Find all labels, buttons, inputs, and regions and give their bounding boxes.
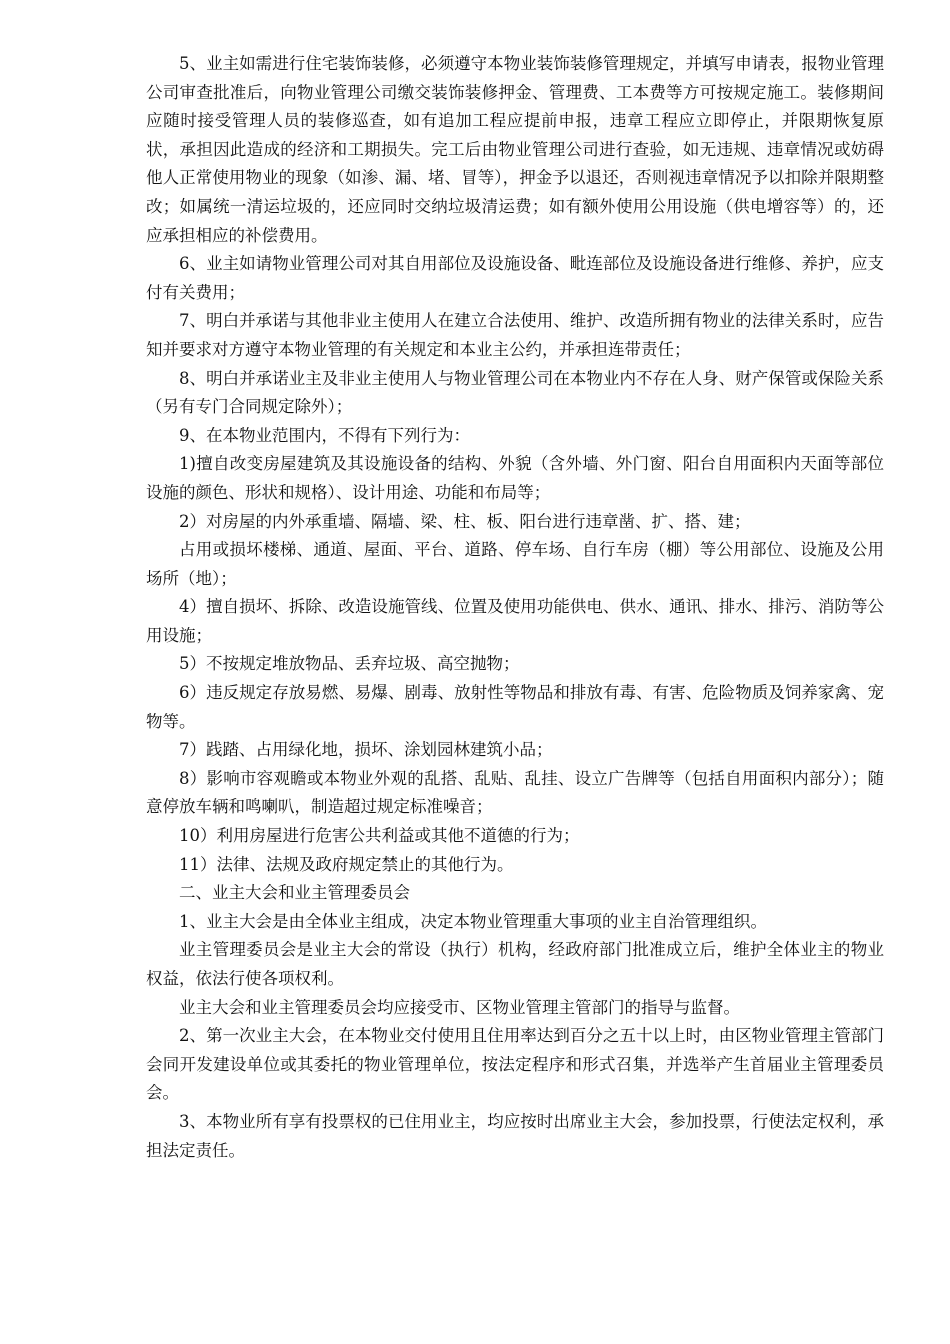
paragraph-assembly-3: 3、本物业所有享有投票权的已住用业主，均应按时出席业主大会，参加投票，行使法定权利，承担法定责任。 bbox=[146, 1111, 884, 1160]
paragraph-clause-6-maintenance: 6、业主如请物业管理公司对其自用部位及设施设备、毗连部位及设施设备进行维修、养护，应支付有关费用； bbox=[146, 254, 884, 302]
paragraph-item-5: 5）不按规定堆放物品、丢弃垃圾、高空抛物； bbox=[179, 654, 520, 674]
paragraph-item-11: 11）法律、法规及政府规定禁止的其他行为。 bbox=[179, 854, 514, 874]
document-page bbox=[146, 50, 884, 1165]
paragraph-assembly-2: 2、第一次业主大会，在本物业交付使用且住用率达到百分之五十以上时，由区物业管理主管部门会同开发建设单位或其委托的物业管理单位，按法定程序和形式召集，并选举产生首届业主管理委员会。 bbox=[146, 1026, 884, 1103]
paragraph-clause-7-legal-relations: 7、明白并承诺与其他非业主使用人在建立合法使用、维护、改造所拥有物业的法律关系时，应告知并要求对方遵守本物业管理的有关规定和本业主公约，并承担连带责任； bbox=[146, 311, 884, 359]
paragraph-item-6: 6）违反规定存放易燃、易爆、剧毒、放射性等物品和排放有毒、有害、危险物质及饲养家禽、宠物等。 bbox=[146, 683, 884, 731]
paragraph-item-10: 10）利用房屋进行危害公共利益或其他不道德的行为； bbox=[179, 826, 580, 846]
paragraph-item-8: 8）影响市容观瞻或本物业外观的乱搭、乱贴、乱挂、设立广告牌等（包括自用面积内部分）；随意停放车辆和鸣喇叭，制造超过规定标准噪音； bbox=[146, 768, 884, 817]
paragraph-clause-9-prohibited: 9、在本物业范围内，不得有下列行为： bbox=[179, 425, 470, 445]
paragraph-supervision: 业主大会和业主管理委员会均应接受市、区物业管理主管部门的指导与监督。 bbox=[179, 997, 740, 1017]
paragraph-clause-5-renovation: 5、业主如需进行住宅装饰装修，必须遵守本物业装饰装修管理规定，并填写申请表，报物业管理公司审查批准后，向物业管理公司缴交装饰装修押金、管理费、工本费等方可按规定施工。装修期间应随时接受管理人员的装修巡查，如有追加工程应提前申报，违章工程应立即停止，并限期恢复原状，承担因此造成的经济和工期损失。完工后由物业管理公司进行查验，如无违规、违章情况或妨碍他人正常使用物业的现象（如渗、漏、堵、冒等），押金予以退还，否则视违章情况予以扣除并限期整改；如属统一清运垃圾的，还应同时交纳垃圾清运费；如有额外使用公用设施（供电增容等）的，还应承担相应的补偿费用。 bbox=[146, 54, 884, 245]
paragraph-item-2: 2）对房屋的内外承重墙、隔墙、梁、柱、板、阳台进行违章凿、扩、搭、建； bbox=[179, 511, 751, 531]
paragraph-item-1: 1)擅自改变房屋建筑及其设施设备的结构、外貌（含外墙、外门窗、阳台自用面积内天面等部位设施的颜色、形状和规格）、设计用途、功能和布局等； bbox=[146, 454, 884, 502]
paragraph-assembly-1: 1、业主大会是由全体业主组成，决定本物业管理重大事项的业主自治管理组织。 bbox=[179, 911, 767, 931]
paragraph-item-4: 4）擅自损坏、拆除、改造设施管线、位置及使用功能供电、供水、通讯、排水、排污、消防等公用设施； bbox=[146, 597, 884, 645]
paragraph-committee-definition: 业主管理委员会是业主大会的常设（执行）机构，经政府部门批准成立后，维护全体业主的物业权益，依法行使各项权利。 bbox=[146, 940, 884, 988]
paragraph-item-3: 占用或损坏楼梯、通道、屋面、平台、道路、停车场、自行车房（棚）等公用部位、设施及公用场所（地）； bbox=[146, 540, 884, 588]
section-heading-owners-assembly: 二、业主大会和业主管理委员会 bbox=[179, 883, 410, 903]
paragraph-clause-8-no-custody: 8、明白并承诺业主及非业主使用人与物业管理公司在本物业内不存在人身、财产保管或保险关系（另有专门合同规定除外）； bbox=[146, 368, 884, 417]
paragraph-item-7: 7）践踏、占用绿化地，损坏、涂划园林建筑小品； bbox=[179, 740, 553, 760]
